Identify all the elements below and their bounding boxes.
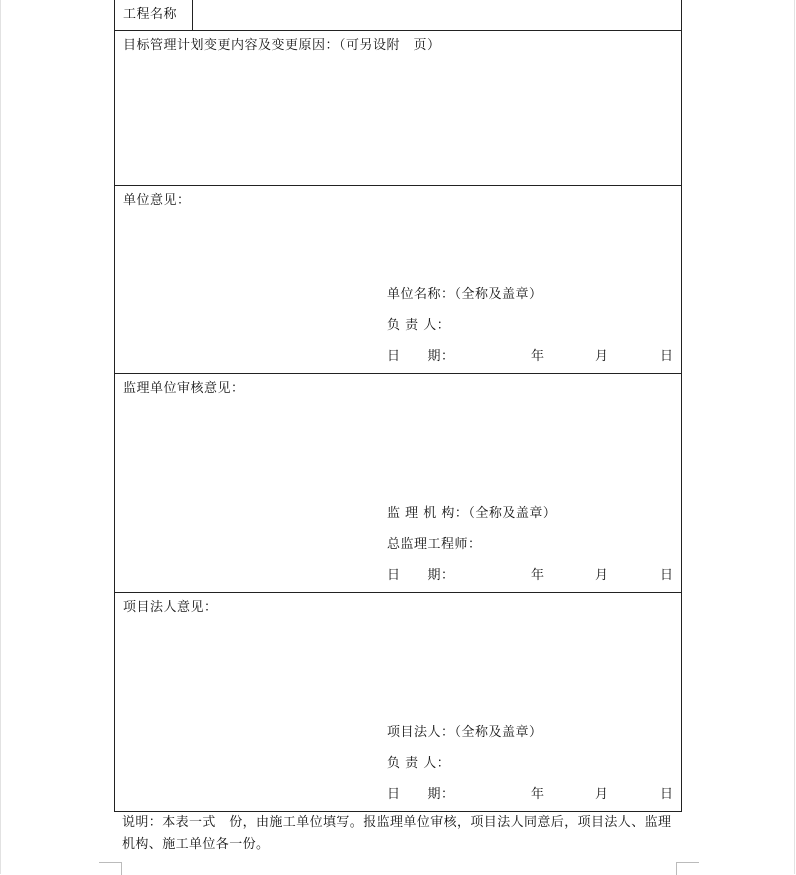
legal-opinion-title: 项目法人意见： bbox=[123, 600, 218, 615]
legal-month: 月 bbox=[595, 787, 609, 802]
unit-name-label: 单位名称：（全称及盖章） bbox=[387, 287, 543, 302]
row-divider-3 bbox=[115, 373, 681, 374]
supervision-org-label: 监 理 机 构：（全称及盖章） bbox=[387, 506, 557, 521]
header-divider bbox=[192, 0, 193, 31]
page-edge-left bbox=[0, 0, 1, 874]
supervision-date-label: 日 期： bbox=[387, 568, 455, 583]
chief-engineer-label: 总监理工程师： bbox=[387, 537, 482, 552]
unit-year: 年 bbox=[531, 349, 545, 364]
supervision-month: 月 bbox=[595, 568, 609, 583]
project-name-label: 工程名称 bbox=[123, 7, 178, 22]
change-content-title: 目标管理计划变更内容及变更原因：（可另设附 页） bbox=[123, 38, 441, 53]
unit-person-label: 负 责 人： bbox=[387, 318, 451, 333]
unit-date-label: 日 期： bbox=[387, 349, 455, 364]
page-corner-mark-right bbox=[676, 862, 699, 875]
unit-opinion-title: 单位意见： bbox=[123, 193, 191, 208]
change-form-table bbox=[114, 0, 682, 812]
legal-day: 日 bbox=[660, 787, 674, 802]
unit-day: 日 bbox=[660, 349, 674, 364]
supervision-day: 日 bbox=[660, 568, 674, 583]
page-edge-right bbox=[794, 0, 795, 874]
supervision-opinion-title: 监理单位审核意见： bbox=[123, 381, 245, 396]
supervision-year: 年 bbox=[531, 568, 545, 583]
form-footnote: 说明：本表一式 份，由施工单位填写。报监理单位审核，项目法人同意后，项目法人、监理机构、施工单位各一份。 bbox=[122, 815, 672, 852]
row-divider-4 bbox=[115, 592, 681, 593]
row-divider-1 bbox=[115, 30, 681, 31]
row-divider-2 bbox=[115, 185, 681, 186]
legal-name-label: 项目法人：（全称及盖章） bbox=[387, 725, 543, 740]
unit-month: 月 bbox=[595, 349, 609, 364]
page-corner-mark-left bbox=[99, 862, 122, 875]
legal-person-label: 负 责 人： bbox=[387, 756, 451, 771]
legal-date-label: 日 期： bbox=[387, 787, 455, 802]
legal-year: 年 bbox=[531, 787, 545, 802]
